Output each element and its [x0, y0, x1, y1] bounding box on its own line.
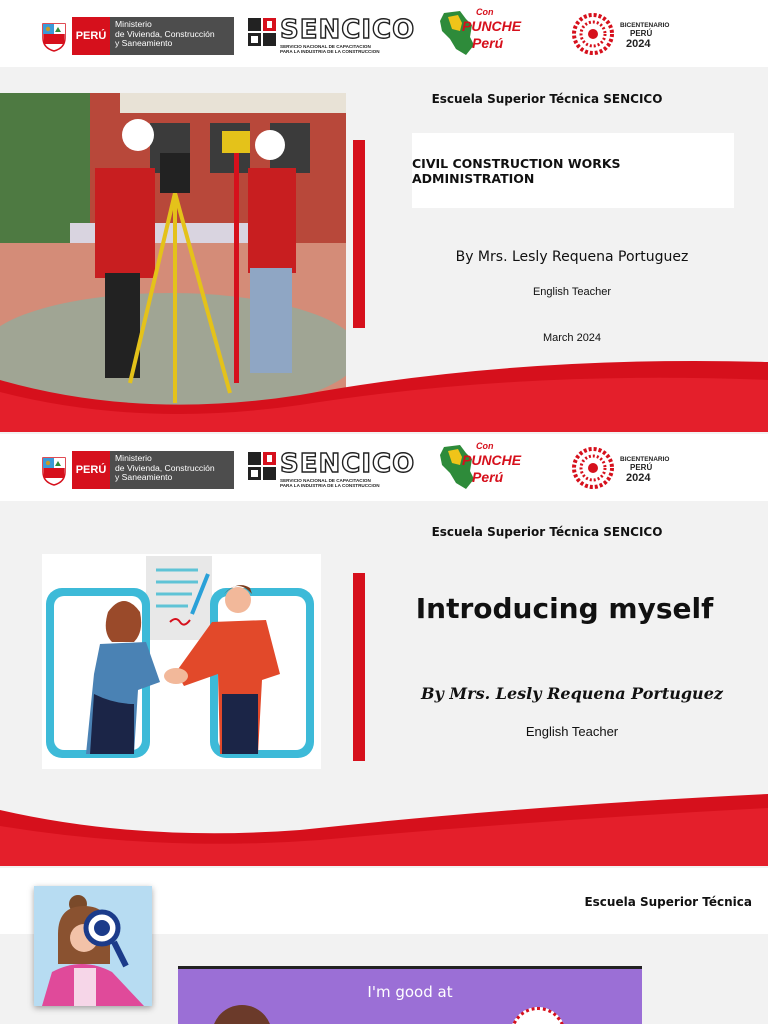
bicentenario-swirl-icon — [570, 445, 616, 491]
ministry-logo — [40, 451, 234, 489]
school-name: Escuela Superior Técnica — [584, 895, 752, 909]
bicentenario-logo: BICENTENARIO PERÚ 2024 — [570, 445, 670, 491]
peru-map-icon — [436, 9, 480, 59]
red-accent-bar — [353, 573, 365, 761]
author-name: By Mrs. Lesly Requena Portuguez — [455, 249, 689, 265]
video-figure-right — [510, 1007, 566, 1024]
peru-coat-of-arms-icon — [40, 454, 68, 486]
sencico-logo — [248, 15, 416, 55]
logo-bar — [0, 0, 768, 67]
sencico-logo — [248, 449, 416, 489]
red-wave-decoration — [0, 786, 768, 866]
course-title: CIVIL CONSTRUCTION WORKS ADMINISTRATION — [412, 155, 621, 186]
ministry-logo — [40, 17, 234, 55]
school-name: Escuela Superior Técnica SENCICO — [431, 525, 663, 539]
ministry-name: Ministerio de Vivienda, Construcción y Saneamiento — [110, 17, 234, 55]
author-role: English Teacher — [532, 286, 612, 298]
sencico-subtitle: SERVICIO NACIONAL DE CAPACITACION PARA LA INDUSTRIA DE LA CONSTRUCCION — [280, 478, 380, 488]
slide-2 — [0, 434, 768, 866]
red-wave-decoration — [0, 350, 768, 432]
sencico-mark-icon — [248, 452, 278, 482]
detective-illustration — [34, 886, 152, 1006]
slide-3 — [0, 868, 768, 1024]
sencico-wordmark: SENCICO — [280, 15, 416, 45]
red-accent-bar — [353, 140, 365, 328]
magnifier-girl-icon — [34, 886, 152, 1006]
slide-1 — [0, 0, 768, 432]
presentation-date: March 2024 — [542, 332, 602, 344]
handshake-illustration — [42, 554, 321, 769]
bicentenario-swirl-icon — [570, 11, 616, 57]
school-name: Escuela Superior Técnica SENCICO — [431, 92, 663, 106]
bicentenario-logo: BICENTENARIO PERÚ 2024 — [570, 11, 670, 57]
sencico-subtitle: SERVICIO NACIONAL DE CAPACITACION PARA LA INDUSTRIA DE LA CONSTRUCCION — [280, 44, 380, 54]
peru-label: PERÚ — [72, 451, 110, 489]
con-punche-peru-logo: Con PUNCHE Perú — [436, 439, 526, 495]
sencico-wordmark: SENCICO — [280, 449, 416, 479]
video-caption: I'm good at — [367, 983, 453, 1001]
author-role: English Teacher — [525, 724, 619, 739]
peru-map-icon — [436, 443, 480, 493]
course-title-box — [412, 133, 734, 208]
slide-title: Introducing myself — [415, 592, 714, 625]
logo-bar — [0, 434, 768, 501]
video-thumbnail[interactable] — [178, 966, 642, 1024]
video-figure-left — [212, 1005, 272, 1024]
peru-coat-of-arms-icon — [40, 20, 68, 52]
ministry-name: Ministerio de Vivienda, Construcción y Saneamiento — [110, 451, 234, 489]
sencico-mark-icon — [248, 18, 278, 48]
con-punche-peru-logo: Con PUNCHE Perú — [436, 5, 526, 61]
peru-label: PERÚ — [72, 17, 110, 55]
author-name: By Mrs. Lesly Requena Portuguez — [421, 684, 723, 703]
